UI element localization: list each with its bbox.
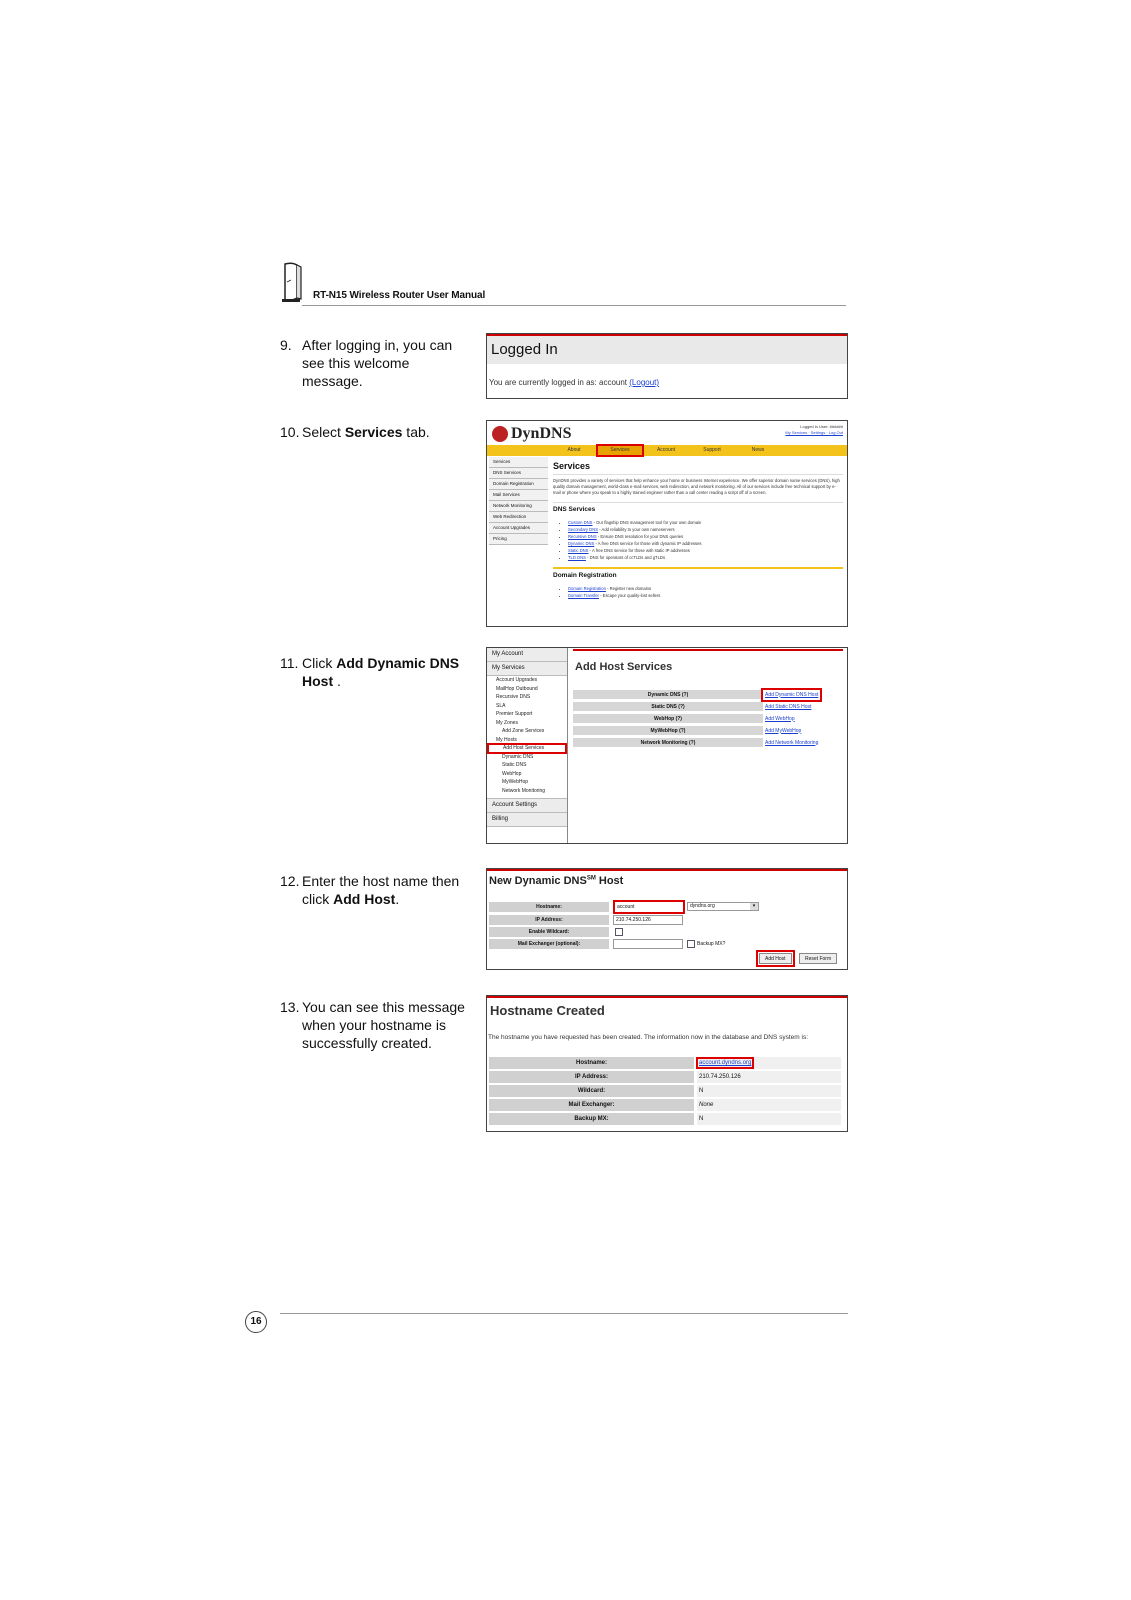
- mx-row: [489, 939, 843, 949]
- step-12: [280, 872, 470, 908]
- services-heading: Services: [553, 459, 843, 475]
- nav-services[interactable]: Services: [597, 445, 643, 456]
- table-row: [573, 714, 841, 723]
- service-link[interactable]: Add MyWebHop: [765, 727, 802, 734]
- accent-bar: [487, 869, 847, 871]
- sidebar-item[interactable]: Web Redirection: [489, 512, 548, 523]
- sidebar-billing[interactable]: Billing: [487, 813, 567, 827]
- nav-spacer: [487, 445, 551, 456]
- wildcard-row: [489, 927, 843, 937]
- sidebar-item[interactable]: Mail Services: [489, 490, 548, 501]
- step-9: [280, 336, 470, 390]
- nav-account[interactable]: Account: [656, 447, 676, 453]
- sidebar-item[interactable]: Account Upgrades: [489, 523, 548, 534]
- chevron-down-icon: ▾: [750, 903, 758, 910]
- button-row: [489, 953, 843, 963]
- reset-form-button[interactable]: Reset Form: [799, 953, 837, 964]
- hostname-link[interactable]: account.dyndns.org: [699, 1060, 752, 1066]
- service-cell: [763, 726, 841, 735]
- list-item: • Recursive DNS - Ensure DNS resolution for your DNS queries: [568, 533, 843, 540]
- list-item: • Domain Transfer - Escape your quality-lost sellers: [568, 592, 843, 599]
- ip-label: IP Address:: [489, 1071, 694, 1083]
- step-number: 13.: [280, 999, 300, 1015]
- service-link[interactable]: Domain Transfer: [568, 593, 599, 598]
- sidebar-item[interactable]: Services: [489, 457, 548, 468]
- sidebar-item[interactable]: Pricing: [489, 534, 548, 545]
- domain-registration-heading: Domain Registration: [553, 567, 843, 579]
- login-user: Logged in User: ######: [800, 424, 843, 429]
- table-row: [489, 1071, 843, 1083]
- step-number: 9.: [280, 337, 292, 353]
- service-link[interactable]: Custom DNS: [568, 520, 593, 525]
- sidebar-item[interactable]: Domain Registration: [489, 479, 548, 490]
- service-cell: [763, 714, 841, 723]
- list-item: • Domain Registration - Register new domains: [568, 585, 843, 592]
- list-item: • Dynamic DNS - A free DNS service for those with dynamic IP addresses: [568, 540, 843, 547]
- table-row: [489, 1057, 843, 1069]
- hostname-created-description: The hostname you have requested has been created. The information now in the database and DNS system is:: [488, 1034, 809, 1041]
- list-item: • Secondary DNS - Add reliability to your own nameservers: [568, 526, 843, 533]
- mx-label: Mail Exchanger:: [489, 1099, 694, 1111]
- hostname-input[interactable]: account: [613, 900, 685, 914]
- service-link[interactable]: Add Static DNS Host: [765, 703, 812, 710]
- backup-mx-label: Backup MX?: [697, 941, 726, 947]
- sidebar-item[interactable]: DNS Services: [489, 468, 548, 479]
- nav-news[interactable]: News: [751, 447, 765, 453]
- hostname-created-screenshot: [486, 995, 848, 1132]
- services-sidebar: [489, 457, 548, 545]
- service-link[interactable]: Domain Registration: [568, 586, 606, 591]
- router-icon: [280, 262, 302, 304]
- sidebar-item[interactable]: Network Monitoring: [489, 501, 548, 512]
- table-row: [573, 702, 841, 711]
- dyndns-logo[interactable]: [492, 424, 571, 444]
- add-host-title: Add Host Services: [575, 661, 673, 673]
- step-number: 11.: [280, 655, 299, 671]
- hostname-created-title: Hostname Created: [490, 1003, 605, 1018]
- footer-divider: [280, 1313, 848, 1314]
- service-link[interactable]: Static DNS: [568, 548, 589, 553]
- sidebar-item[interactable]: SLA: [496, 702, 506, 709]
- service-label: Network Monitoring (?): [573, 738, 763, 747]
- sidebar-item[interactable]: Add Zone Services: [502, 728, 545, 734]
- service-label: MyWebHop (?): [573, 726, 763, 735]
- hostname-label: Hostname:: [489, 902, 609, 912]
- globe-icon: [492, 426, 508, 442]
- ip-row: [489, 915, 843, 925]
- services-intro: DynDNS provides a variety of services that help enhance your home or business Internet experience. We offer superior domain name services (DNS), high quality domain management, world-class e-mail services, web redirection, and network monitoring. All of our services include free technical support by e-mail or phone where you speak to a highly trained engineer rather than a call center reading a script off of a screen.: [553, 478, 840, 495]
- account-sidebar: [487, 648, 568, 843]
- wildcard-label: Enable Wildcard:: [489, 927, 609, 937]
- sidebar-item[interactable]: Dynamic DNS: [502, 753, 534, 760]
- ip-input[interactable]: 210.74.250.126: [613, 915, 683, 925]
- sidebar-item[interactable]: MyWebHop: [502, 779, 529, 785]
- sidebar-add-host-services[interactable]: Add Host Services: [488, 744, 566, 753]
- mx-input[interactable]: [613, 939, 683, 949]
- list-item: • Static DNS - A free DNS service for those with static IP addresses: [568, 547, 843, 554]
- sidebar-item[interactable]: Recursive DNS: [496, 694, 531, 700]
- step-text: Enter the host name then click Add Host.: [302, 873, 460, 907]
- logged-in-screenshot: [486, 333, 848, 399]
- logged-in-title: Logged In: [487, 336, 847, 364]
- service-cell: [763, 690, 841, 699]
- step-text: Click Add Dynamic DNS Host .: [302, 655, 460, 689]
- add-host-main: [573, 648, 843, 750]
- backup-mx-checkbox[interactable]: [687, 940, 695, 948]
- add-host-button[interactable]: Add Host: [759, 953, 792, 964]
- host-services-table: [573, 687, 841, 750]
- sidebar-item[interactable]: My Zones: [496, 719, 518, 726]
- sidebar-item[interactable]: Premier Support: [496, 711, 533, 717]
- dyndns-brand: DynDNS: [511, 425, 572, 442]
- service-label: WebHop (?): [573, 714, 763, 723]
- dyndns-services-screenshot: [486, 420, 848, 627]
- sidebar-item[interactable]: MailHop Outbound: [496, 685, 538, 692]
- table-row: [489, 1113, 843, 1125]
- service-cell: [763, 738, 841, 747]
- dns-services-list: [553, 519, 843, 561]
- dns-services-heading: DNS Services: [553, 502, 843, 513]
- table-row: [489, 1085, 843, 1097]
- sidebar-item[interactable]: Static DNS: [502, 762, 527, 768]
- service-link[interactable]: Recursive DNS: [568, 534, 597, 539]
- sidebar-my-account[interactable]: My Account: [487, 648, 567, 662]
- services-content: [553, 459, 843, 599]
- hostname-value: [697, 1057, 841, 1069]
- logged-in-message: You are currently logged in as: account (Logout): [489, 378, 660, 387]
- service-label: Dynamic DNS (?): [573, 690, 763, 699]
- step-text: You can see this message when your hostname is successfully created.: [302, 999, 465, 1051]
- service-cell: [763, 702, 841, 711]
- page-number: 16: [245, 1311, 267, 1333]
- table-row: [489, 1099, 843, 1111]
- manual-title: RT-N15 Wireless Router User Manual: [313, 290, 486, 301]
- hostname-row: [489, 902, 843, 912]
- step-text: Select Services tab.: [302, 424, 430, 440]
- logout-link[interactable]: (Logout): [629, 378, 660, 387]
- new-dynamic-dns-host-screenshot: [486, 868, 848, 970]
- sidebar-item[interactable]: Network Monitoring: [502, 787, 546, 794]
- nav-about[interactable]: About: [567, 447, 581, 453]
- wildcard-value: N: [697, 1085, 841, 1097]
- service-link[interactable]: Add WebHop: [765, 715, 795, 722]
- step-number: 12.: [280, 873, 300, 889]
- table-row: [573, 726, 841, 735]
- table-row: [573, 738, 841, 747]
- top-nav: [487, 445, 847, 456]
- sidebar-my-services[interactable]: My Services: [487, 662, 567, 676]
- wildcard-checkbox[interactable]: [615, 928, 623, 936]
- step-13: [280, 998, 470, 1052]
- service-label: Static DNS (?): [573, 702, 763, 711]
- sidebar-account-settings[interactable]: Account Settings: [487, 798, 567, 813]
- backup-mx-value: N: [697, 1113, 841, 1125]
- service-link[interactable]: Add Network Monitoring: [765, 739, 819, 746]
- sidebar-item[interactable]: WebHop: [502, 770, 522, 777]
- step-text: After logging in, you can see this welcome message.: [302, 337, 453, 389]
- nav-support[interactable]: Support: [703, 447, 721, 453]
- new-host-title: New Dynamic DNS℠ Host: [489, 875, 624, 887]
- login-status: [785, 424, 843, 436]
- step-10: [280, 423, 470, 441]
- ip-value: 210.74.250.126: [697, 1071, 841, 1083]
- list-item: • TLD DNS - DNS for operators of ccTLDs and gTLDs: [568, 554, 843, 561]
- service-link[interactable]: TLD DNS: [568, 555, 586, 560]
- mx-value: None: [697, 1099, 841, 1111]
- hostname-label: Hostname:: [489, 1057, 694, 1069]
- sidebar-my-hosts[interactable]: My Hosts: [496, 736, 517, 743]
- ip-label: IP Address:: [489, 915, 609, 925]
- service-link[interactable]: Secondary DNS: [568, 527, 599, 532]
- backup-mx-label: Backup MX:: [489, 1113, 694, 1125]
- step-number: 10.: [280, 424, 300, 440]
- table-row: [573, 690, 841, 699]
- list-item: • Custom DNS - Our flagship DNS management tool for your own domain: [568, 519, 843, 526]
- add-host-services-screenshot: [486, 647, 848, 844]
- mx-label: Mail Exchanger (optional):: [489, 939, 609, 949]
- accent-bar: [487, 996, 847, 998]
- domain-list: [553, 585, 843, 599]
- wildcard-label: Wildcard:: [489, 1085, 694, 1097]
- add-dynamic-dns-host-link[interactable]: Add Dynamic DNS Host: [765, 691, 819, 698]
- domain-select[interactable]: dyndns.org ▾: [687, 902, 759, 911]
- step-11: [280, 654, 470, 690]
- sidebar-item[interactable]: Account Upgrades: [496, 677, 538, 683]
- header-divider: [302, 305, 846, 306]
- service-link[interactable]: Dynamic DNS: [568, 541, 595, 546]
- login-links[interactable]: My Services · Settings · Log Out: [785, 430, 843, 435]
